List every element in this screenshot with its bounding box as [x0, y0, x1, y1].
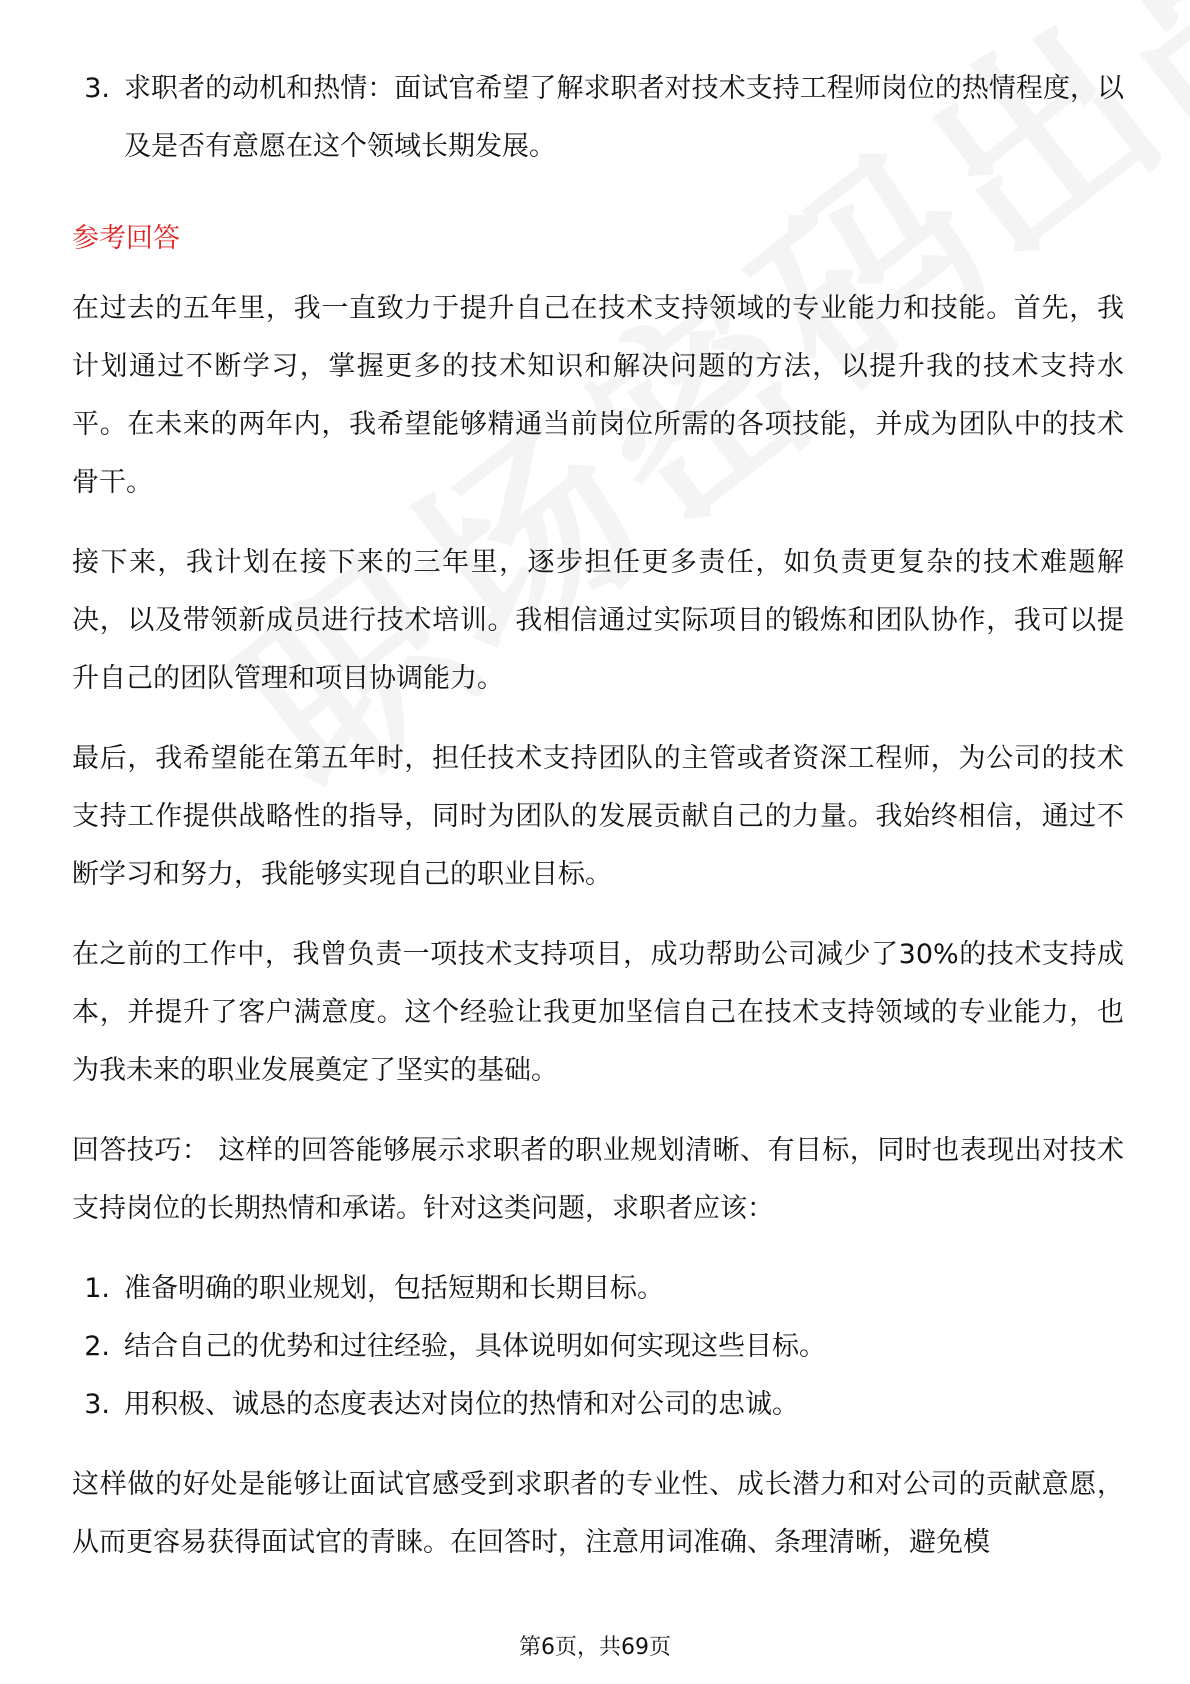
- page-number-footer: 第6页，共69页: [519, 1635, 671, 1660]
- list-number: 3.: [84, 73, 110, 104]
- reference-answer-heading: 参考回答: [72, 223, 180, 254]
- tips-list: [72, 1260, 1124, 1434]
- list-text: 求职者的动机和热情：面试官希望了解求职者对技术支持工程师岗位的热情程度，以及是否有意愿在这个领域长期发展。: [124, 73, 1124, 162]
- paragraph: 在之前的工作中，我曾负责一项技术支持项目，成功帮助公司减少了30%的技术支持成本，并提升了客户满意度。这个经验让我更加坚信自己在技术支持领域的专业能力，也为我未来的职业发展奠定了坚实的基础。: [72, 939, 1124, 1086]
- paragraph: 接下来，我计划在接下来的三年里，逐步担任更多责任，如负责更复杂的技术难题解决，以及带领新成员进行技术培训。我相信通过实际项目的锻炼和团队协作，我可以提升自己的团队管理和项目协调能力。: [72, 547, 1124, 694]
- list-item: [72, 1260, 1124, 1318]
- list-text: 结合自己的优势和过往经验，具体说明如何实现这些目标。: [124, 1331, 826, 1362]
- list-number: 3.: [84, 1389, 110, 1420]
- list-text: 准备明确的职业规划，包括短期和长期目标。: [124, 1273, 664, 1304]
- list-item: [72, 60, 1124, 176]
- answer-tips-paragraph: 回答技巧： 这样的回答能够展示求职者的职业规划清晰、有目标，同时也表现出对技术支持岗位的长期热情和承诺。针对这类问题，求职者应该：: [72, 1135, 1124, 1224]
- list-number: 1.: [84, 1273, 110, 1304]
- intro-list: [72, 60, 1124, 176]
- list-item: [72, 1376, 1124, 1434]
- paragraph: 最后，我希望能在第五年时，担任技术支持团队的主管或者资深工程师，为公司的技术支持工作提供战略性的指导，同时为团队的发展贡献自己的力量。我始终相信，通过不断学习和努力，我能够实现自己的职业目标。: [72, 743, 1124, 890]
- list-number: 2.: [84, 1331, 110, 1362]
- list-item: [72, 1318, 1124, 1376]
- document-page: [72, 60, 1124, 1572]
- list-text: 用积极、诚恳的态度表达对岗位的热情和对公司的忠诚。: [124, 1389, 799, 1420]
- paragraph: 在过去的五年里，我一直致力于提升自己在技术支持领域的专业能力和技能。首先，我计划通过不断学习，掌握更多的技术知识和解决问题的方法，以提升我的技术支持水平。在未来的两年内，我希望能够精通当前岗位所需的各项技能，并成为团队中的技术骨干。: [72, 293, 1124, 498]
- closing-paragraph: 这样做的好处是能够让面试官感受到求职者的专业性、成长潜力和对公司的贡献意愿，从而更容易获得面试官的青睐。在回答时，注意用词准确、条理清晰，避免模: [72, 1469, 1124, 1558]
